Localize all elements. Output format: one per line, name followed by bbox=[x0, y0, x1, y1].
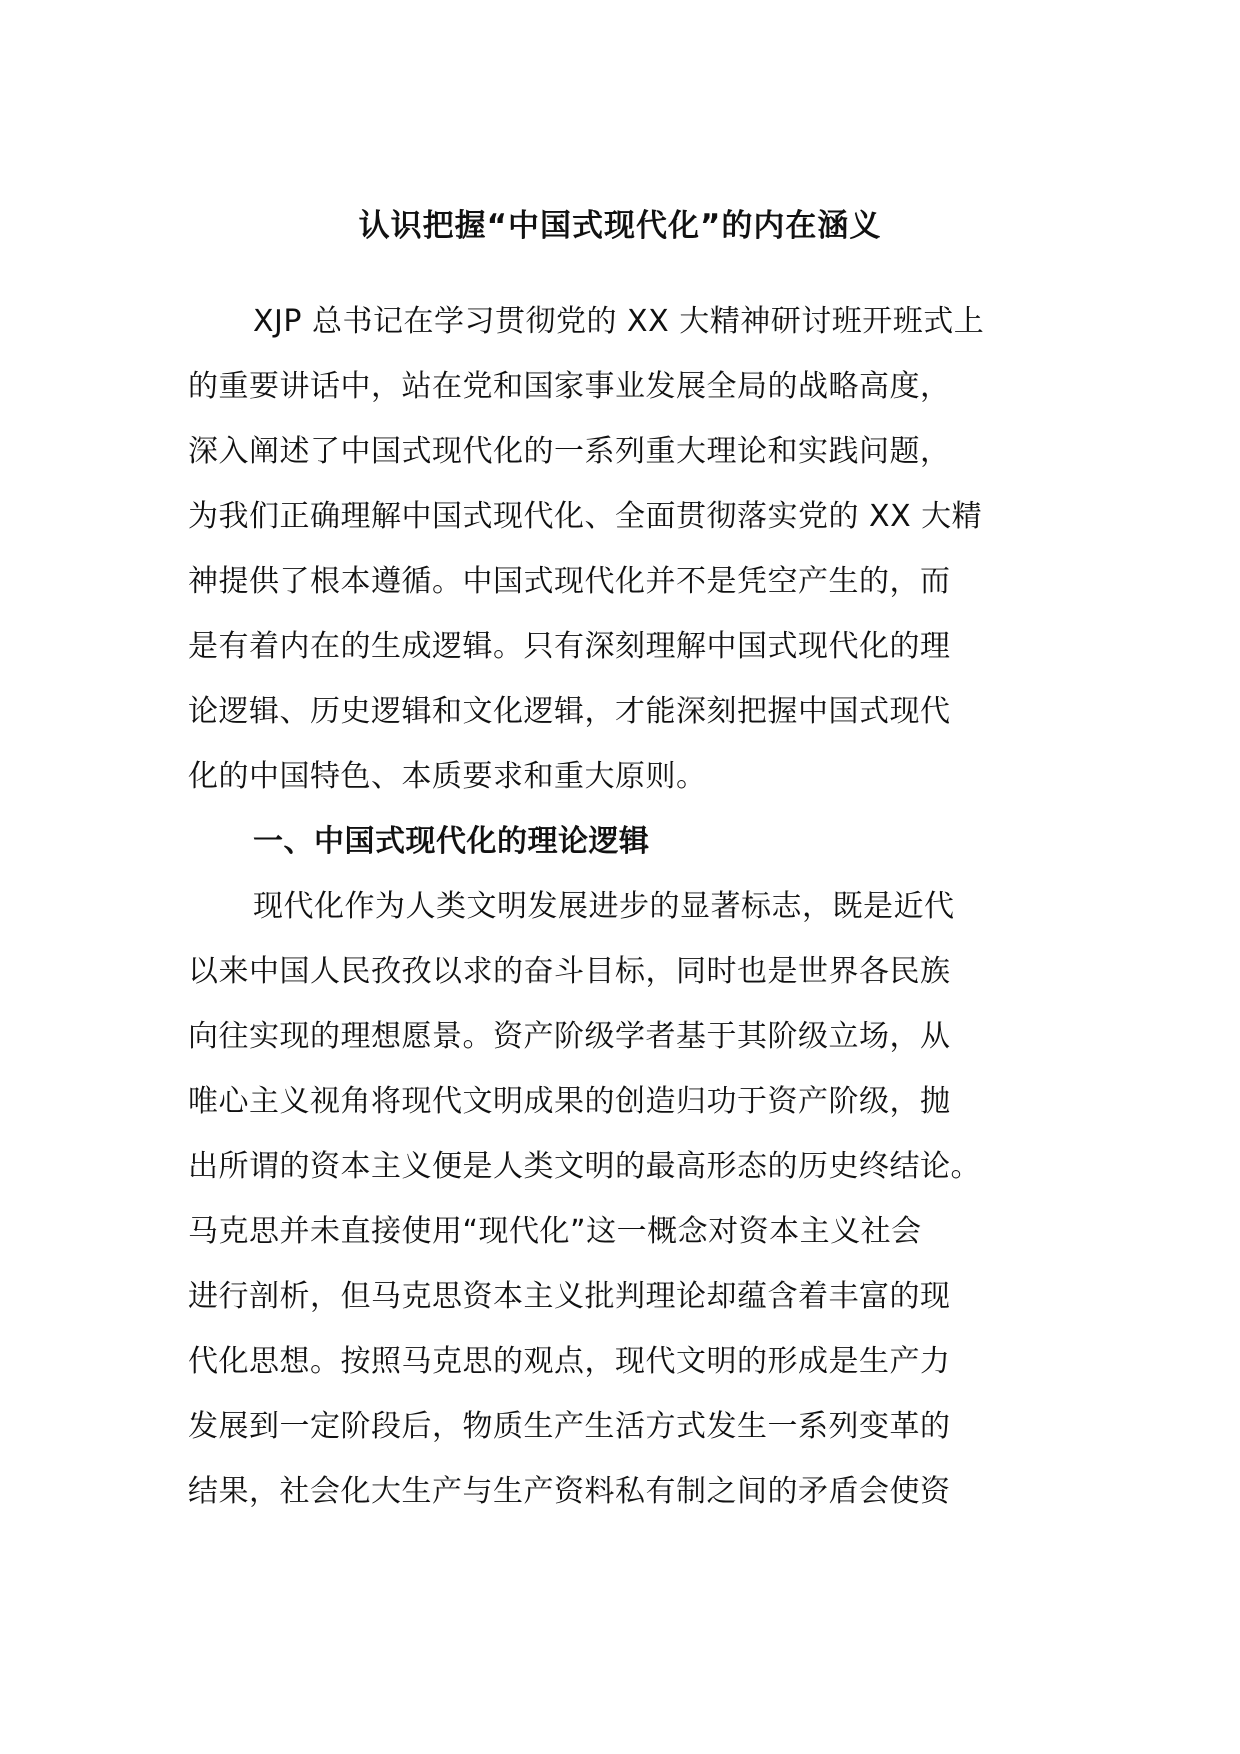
section-heading: 一、中国式现代化的理论逻辑 bbox=[253, 824, 650, 859]
paragraph-1-line: XJP 总书记在学习贯彻党的 XX 大精神研讨班开班式上 bbox=[253, 304, 985, 339]
paragraph-2-line: 向往实现的理想愿景。资产阶级学者基于其阶级立场，从 bbox=[188, 1019, 951, 1054]
paragraph-1-line: 的重要讲话中，站在党和国家事业发展全局的战略高度， bbox=[188, 369, 951, 404]
paragraph-1-line: 是有着内在的生成逻辑。只有深刻理解中国式现代化的理 bbox=[188, 629, 951, 664]
paragraph-2-line: 代化思想。按照马克思的观点，现代文明的形成是生产力 bbox=[188, 1344, 951, 1379]
paragraph-2-line: 马克思并未直接使用“现代化”这一概念对资本主义社会 bbox=[188, 1214, 922, 1249]
paragraph-1-line: 化的中国特色、本质要求和重大原则。 bbox=[188, 759, 707, 794]
paragraph-1-line: 神提供了根本遵循。中国式现代化并不是凭空产生的，而 bbox=[188, 564, 951, 599]
paragraph-2-line: 唯心主义视角将现代文明成果的创造归功于资产阶级，抛 bbox=[188, 1084, 951, 1119]
paragraph-2-line: 以来中国人民孜孜以求的奋斗目标，同时也是世界各民族 bbox=[188, 954, 951, 989]
paragraph-2-line: 进行剖析，但马克思资本主义批判理论却蕴含着丰富的现 bbox=[188, 1279, 951, 1314]
document-title: 认识把握“中国式现代化”的内在涵义 bbox=[358, 208, 882, 244]
paragraph-1-line: 为我们正确理解中国式现代化、全面贯彻落实党的 XX 大精 bbox=[188, 499, 983, 534]
paragraph-2-line: 现代化作为人类文明发展进步的显著标志，既是近代 bbox=[253, 889, 955, 924]
paragraph-2-line: 结果，社会化大生产与生产资料私有制之间的矛盾会使资 bbox=[188, 1474, 951, 1509]
paragraph-1-line: 深入阐述了中国式现代化的一系列重大理论和实践问题， bbox=[188, 434, 951, 469]
paragraph-2-line: 发展到一定阶段后，物质生产生活方式发生一系列变革的 bbox=[188, 1409, 951, 1444]
paragraph-2-line: 出所谓的资本主义便是人类文明的最高形态的历史终结论。 bbox=[188, 1149, 981, 1184]
paragraph-1-line: 论逻辑、历史逻辑和文化逻辑，才能深刻把握中国式现代 bbox=[188, 694, 951, 729]
